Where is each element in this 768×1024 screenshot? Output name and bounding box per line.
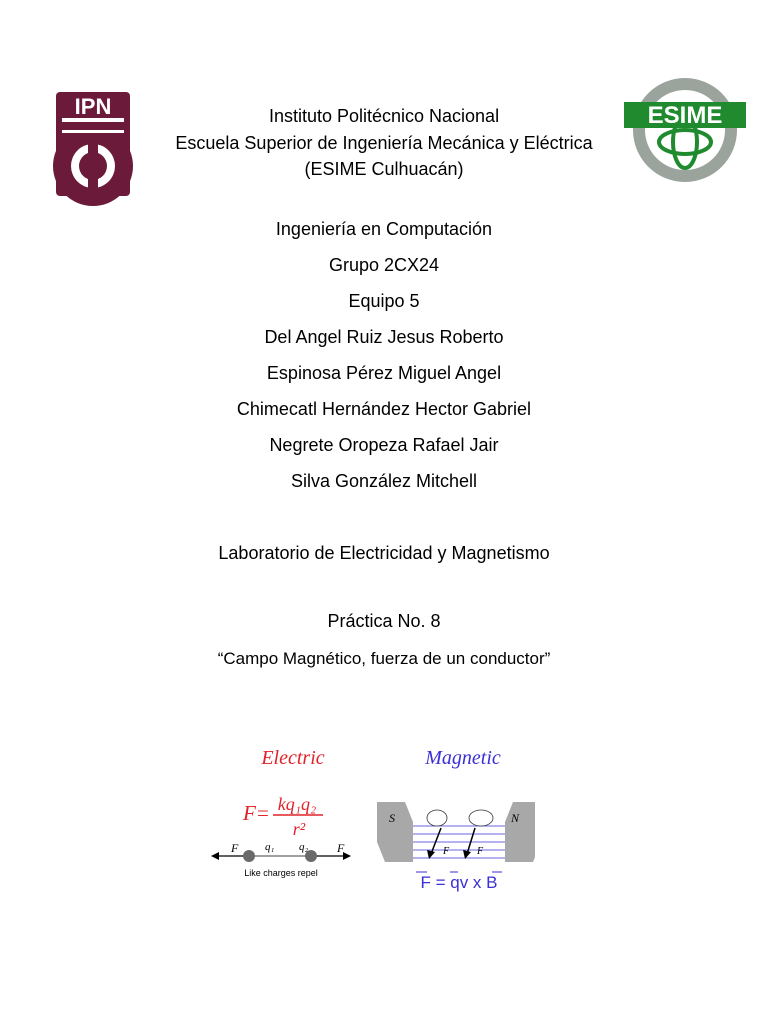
team: Equipo 5 (348, 291, 420, 311)
institution-name: Instituto Politécnico Nacional (268, 106, 500, 126)
esime-logo-text: ESIME (647, 102, 723, 129)
wire-force-2-label: F (477, 846, 484, 857)
coulomb-denominator: r² (292, 819, 306, 839)
wire-force-1-label: F (443, 846, 450, 857)
practice-number: Práctica No. 8 (327, 611, 441, 631)
magnetic-label: Magnetic (425, 747, 501, 769)
school-name: Escuela Superior de Ingeniería Mecánica y Eléctrica (175, 133, 593, 153)
charge-2-label: q₂ (299, 841, 309, 853)
member-4: Negrete Oropeza Rafael Jair (269, 435, 499, 455)
charge-1 (243, 850, 255, 862)
pole-s-label: S (389, 811, 395, 825)
coulomb-f: F (243, 801, 256, 825)
force-arrowhead-left (211, 852, 219, 860)
lorentz-equation: F = qv x B (420, 873, 498, 892)
force-right-label: F (337, 841, 345, 855)
career: Ingeniería en Computación (275, 219, 493, 239)
member-5: Silva González Mitchell (290, 471, 478, 491)
force-left-label: F (231, 841, 239, 855)
practice-title: “Campo Magnético, fuerza de un conductor” (217, 649, 551, 668)
member-3: Chimecatl Hernández Hector Gabriel (236, 399, 532, 419)
member-1: Del Angel Ruiz Jesus Roberto (264, 327, 504, 347)
coulomb-equals: = (257, 801, 269, 825)
ipn-logo-text: IPN (74, 94, 112, 119)
electric-label: Electric (261, 747, 325, 769)
course-name: Laboratorio de Electricidad y Magnetismo (218, 543, 550, 563)
electric-magnetic-figure (205, 738, 535, 898)
member-2: Espinosa Pérez Miguel Angel (266, 363, 502, 383)
group: Grupo 2CX24 (328, 255, 440, 275)
field-lines (413, 826, 505, 858)
charge-1-label: q₁ (265, 841, 275, 853)
campus-name: (ESIME Culhuacán) (304, 159, 464, 179)
magnet-pole-south (377, 802, 413, 862)
charges-caption: Like charges repel (244, 868, 318, 878)
hand-figures (427, 810, 493, 826)
magnet-pole-north (505, 802, 535, 862)
coulomb-numerator: kq₁q₂ (277, 794, 317, 814)
pole-n-label: N (511, 811, 520, 825)
